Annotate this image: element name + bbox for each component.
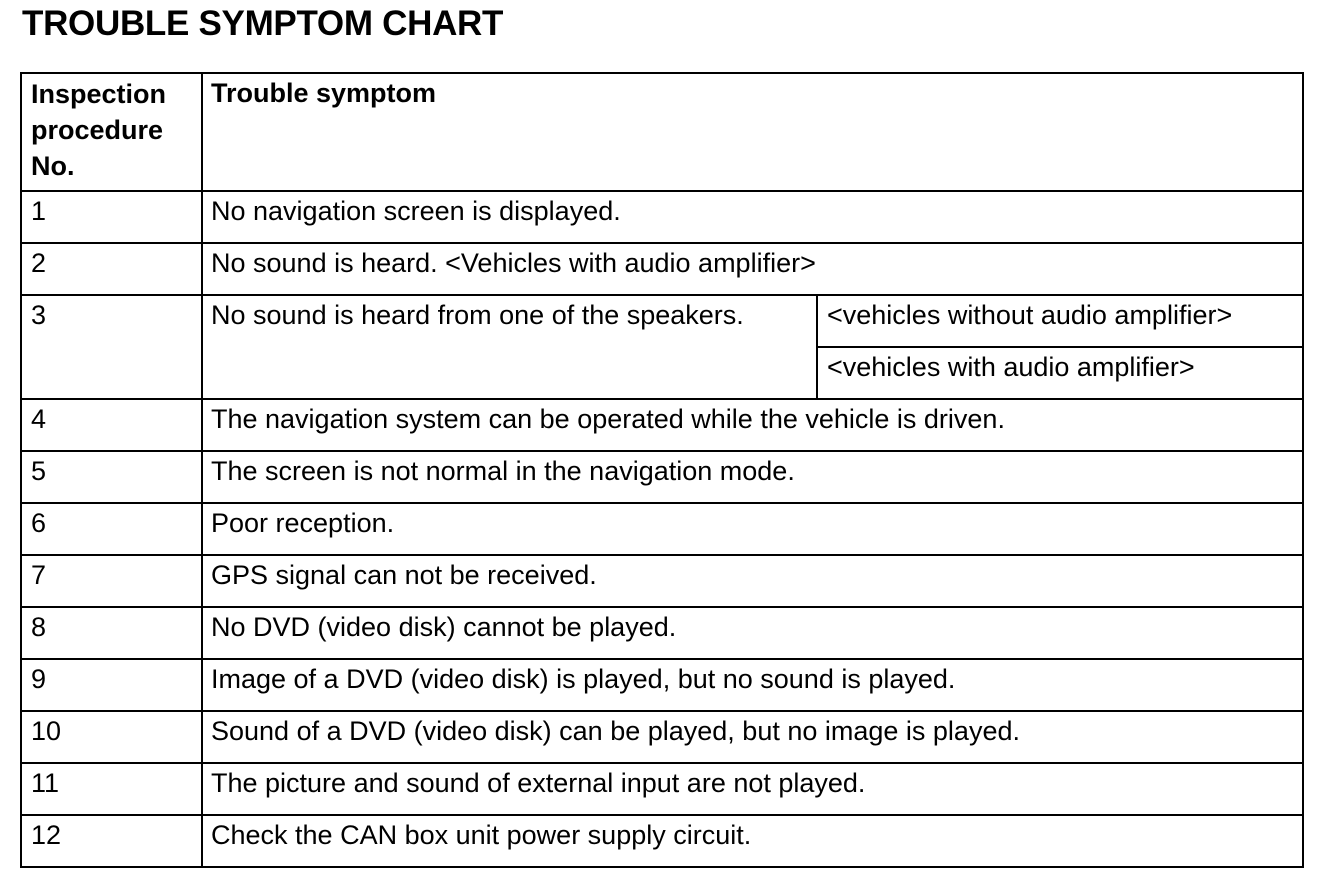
table-row — [21, 555, 1303, 607]
trouble-symptom: No DVD (video disk) cannot be played. — [202, 607, 1303, 659]
header-procedure-no: Inspection procedure No. — [21, 73, 202, 191]
table-row — [21, 815, 1303, 867]
trouble-symptom: Sound of a DVD (video disk) can be played, but no image is played. — [202, 711, 1303, 763]
trouble-symptom-table — [20, 72, 1304, 868]
procedure-number: 7 — [21, 555, 202, 607]
symptom-condition: <vehicles without audio amplifier> — [817, 295, 1303, 347]
table-row — [21, 295, 1303, 347]
table-row — [21, 191, 1303, 243]
table-row — [21, 399, 1303, 451]
procedure-number: 10 — [21, 711, 202, 763]
trouble-symptom: The picture and sound of external input are not played. — [202, 763, 1303, 815]
trouble-symptom: The screen is not normal in the navigation mode. — [202, 451, 1303, 503]
table-row — [21, 763, 1303, 815]
table-row — [21, 711, 1303, 763]
trouble-symptom: Image of a DVD (video disk) is played, but no sound is played. — [202, 659, 1303, 711]
table-row — [21, 503, 1303, 555]
document-title: TROUBLE SYMPTOM CHART — [22, 4, 504, 43]
procedure-number: 9 — [21, 659, 202, 711]
procedure-number: 5 — [21, 451, 202, 503]
trouble-symptom: No sound is heard from one of the speakers. — [202, 295, 817, 399]
procedure-number: 2 — [21, 243, 202, 295]
procedure-number: 6 — [21, 503, 202, 555]
procedure-number: 8 — [21, 607, 202, 659]
trouble-symptom: The navigation system can be operated while the vehicle is driven. — [202, 399, 1303, 451]
trouble-symptom: No sound is heard. <Vehicles with audio amplifier> — [202, 243, 1303, 295]
trouble-symptom: Check the CAN box unit power supply circuit. — [202, 815, 1303, 867]
table-row — [21, 659, 1303, 711]
trouble-symptom: GPS signal can not be received. — [202, 555, 1303, 607]
symptom-condition: <vehicles with audio amplifier> — [817, 347, 1303, 399]
header-trouble-symptom: Trouble symptom — [202, 73, 1303, 191]
table-row — [21, 607, 1303, 659]
table-row — [21, 451, 1303, 503]
table-header-row — [21, 73, 1303, 191]
trouble-symptom: No navigation screen is displayed. — [202, 191, 1303, 243]
procedure-number: 1 — [21, 191, 202, 243]
trouble-symptom: Poor reception. — [202, 503, 1303, 555]
procedure-number: 11 — [21, 763, 202, 815]
procedure-number: 3 — [21, 295, 202, 399]
table-row — [21, 243, 1303, 295]
procedure-number: 4 — [21, 399, 202, 451]
procedure-number: 12 — [21, 815, 202, 867]
